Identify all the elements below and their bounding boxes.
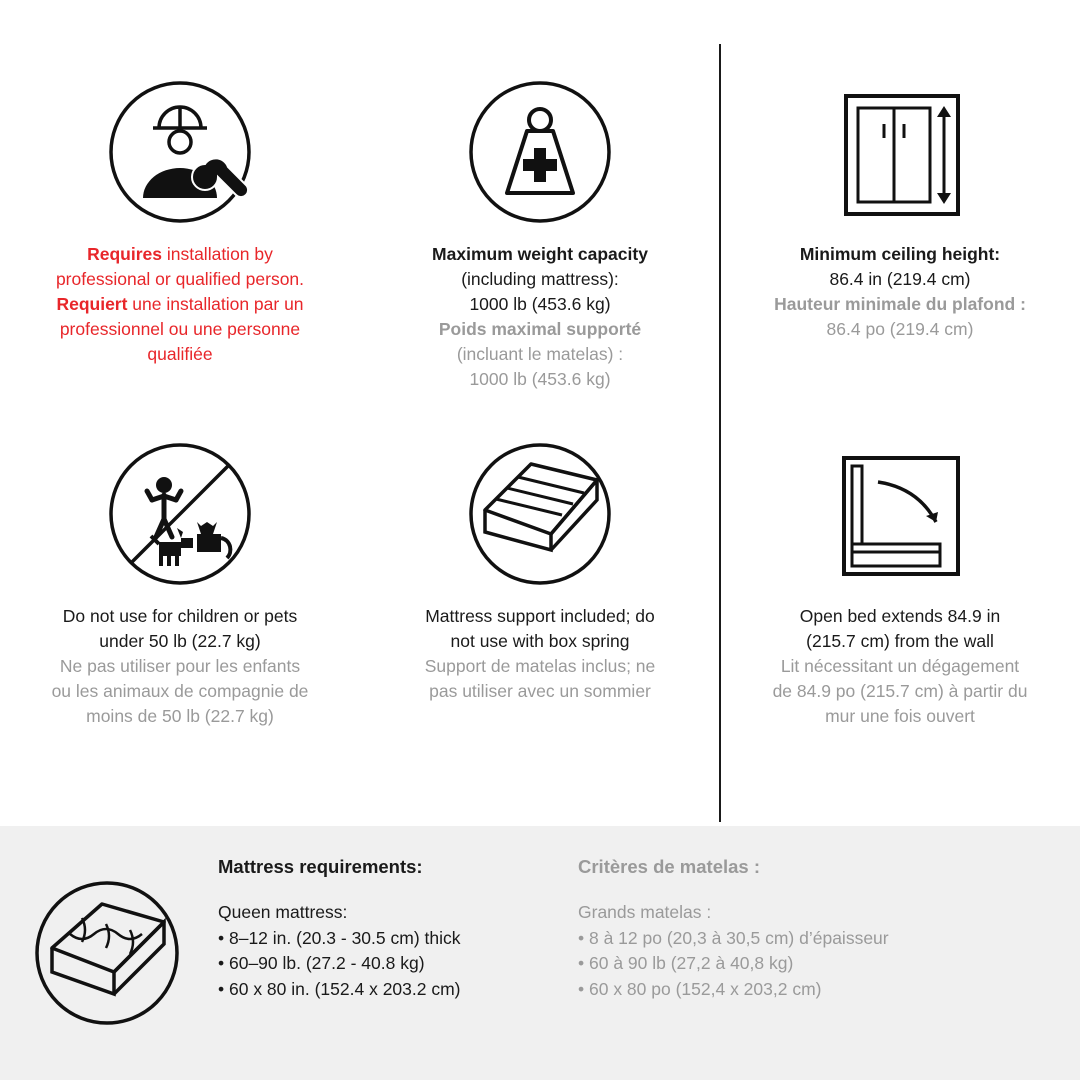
band-line: • 60 à 90 lb (27,2 à 40,8 kg) [578,953,794,973]
line: 1000 lb (453.6 kg) [469,369,611,389]
band-line: • 60 x 80 in. (152.4 x 203.2 cm) [218,978,461,999]
line: (215.7 cm) from the wall [806,631,994,651]
no-children-or-pets-icon [14,424,346,604]
line: de 84.9 po (215.7 cm) à partir du [772,681,1028,701]
mattress-requirements-fr [578,856,998,1002]
line: Open bed extends 84.9 in [799,606,1001,626]
mattress-requirements-band [0,826,1080,1080]
line: une installation par un [127,294,304,314]
line: qualifiée [147,344,213,364]
band-line: Grands matelas : [578,902,712,922]
line: not use with box spring [450,631,630,651]
elevator-height-arrow-icon [734,62,1066,242]
line: installation by [161,244,273,264]
line: pas utiliser avec un sommier [429,681,651,701]
line: mur une fois ouvert [825,706,975,726]
line: professionnel ou une personne [59,319,301,339]
grid-cell-ceiling-height [720,0,1080,392]
mattress-requirements-en [218,856,578,1002]
grid-row-1 [0,0,1080,392]
band-line: • 60 x 80 po (152,4 x 203,2 cm) [578,978,822,999]
band-line: • 60–90 lb. (27.2 - 40.8 kg) [218,953,425,973]
line: (incluant le matelas) : [456,344,624,364]
grid-cell-no-children-pets [0,392,360,729]
grid-cell-weight-capacity [360,0,720,392]
band-title-fr: Critères de matelas : [578,856,761,877]
band-line: • 8 à 12 po (20,3 à 30,5 cm) d’épaisseur [578,927,889,948]
line: moins de 50 lb (22.7 kg) [86,706,274,726]
cell-text-weight-capacity [374,242,706,392]
cell-text-no-children-pets [14,604,346,729]
line: professional or qualified person. [55,269,305,289]
line: Hauteur minimale du plafond : [774,294,1026,314]
line: Ne pas utiliser pour les enfants [59,656,301,676]
line: Mattress support included; do [425,606,655,626]
band-line: • 8–12 in. (20.3 - 30.5 cm) thick [218,927,461,948]
grid-cell-mattress-support [360,392,720,729]
band-title-en: Mattress requirements: [218,856,423,877]
grid-cell-open-bed-extension [720,392,1080,729]
line: Maximum weight capacity [432,244,648,264]
slat-mattress-support-icon [374,424,706,604]
line: Poids maximal supporté [438,319,642,339]
weight-plus-icon [374,62,706,242]
cell-text-open-bed-extension [734,604,1066,729]
line: ou les animaux de compagnie de [51,681,309,701]
grid-row-2 [0,392,1080,729]
band-line: Queen mattress: [218,902,348,922]
line: Minimum ceiling height: [799,244,1001,264]
line: 86.4 in (219.4 cm) [829,269,971,289]
worker-helmet-wrench-icon [14,62,346,242]
line: Lit nécessitant un dégagement [780,656,1020,676]
cell-text-ceiling-height [734,242,1066,342]
line: Requiert [56,294,128,314]
line: 86.4 po (219.4 cm) [826,319,974,339]
line: under 50 lb (22.7 kg) [99,631,261,651]
cell-text-mattress-support [374,604,706,704]
cell-text-installation [14,242,346,367]
line: Do not use for children or pets [62,606,298,626]
line: (including mattress): [461,269,619,289]
vertical-divider [719,44,721,822]
mattress-icon [0,856,218,1028]
line: Requires [87,244,162,264]
line: 1000 lb (453.6 kg) [469,294,611,314]
grid-cell-installation [0,0,360,392]
line: Support de matelas inclus; ne [424,656,656,676]
murphy-bed-swing-icon [734,424,1066,604]
